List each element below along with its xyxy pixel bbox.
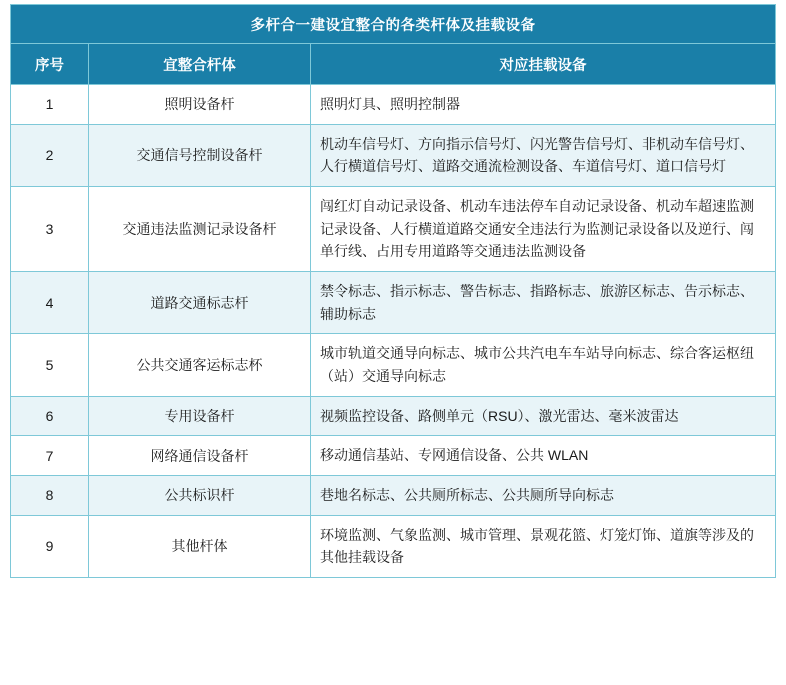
row-index: 1 (11, 85, 89, 125)
row-pole: 照明设备杆 (89, 85, 311, 125)
row-equipment: 照明灯具、照明控制器 (311, 85, 776, 125)
row-pole: 公共交通客运标志杯 (89, 334, 311, 396)
table-row (11, 476, 776, 516)
table-row (11, 334, 776, 396)
row-equipment: 环境监测、气象监测、城市管理、景观花篮、灯笼灯饰、道旗等涉及的其他挂载设备 (311, 515, 776, 577)
row-pole: 交通违法监测记录设备杆 (89, 187, 311, 272)
pole-equipment-table (10, 4, 776, 578)
row-equipment: 移动通信基站、专网通信设备、公共 WLAN (311, 436, 776, 476)
row-equipment: 视频监控设备、路侧单元（RSU）、激光雷达、毫米波雷达 (311, 396, 776, 436)
row-equipment: 机动车信号灯、方向指示信号灯、闪光警告信号灯、非机动车信号灯、人行横道信号灯、道路交通流检测设备、车道信号灯、道口信号灯 (311, 124, 776, 186)
row-pole: 其他杆体 (89, 515, 311, 577)
row-index: 9 (11, 515, 89, 577)
row-equipment: 城市轨道交通导向标志、城市公共汽电车车站导向标志、综合客运枢纽（站）交通导向标志 (311, 334, 776, 396)
row-pole: 道路交通标志杆 (89, 272, 311, 334)
table-title-row (11, 5, 776, 44)
table-row (11, 85, 776, 125)
table-row (11, 272, 776, 334)
row-pole: 专用设备杆 (89, 396, 311, 436)
row-index: 5 (11, 334, 89, 396)
row-index: 7 (11, 436, 89, 476)
table-body (11, 5, 776, 578)
row-index: 6 (11, 396, 89, 436)
table-row (11, 187, 776, 272)
row-pole: 网络通信设备杆 (89, 436, 311, 476)
table-container (10, 4, 776, 578)
row-index: 3 (11, 187, 89, 272)
table-row (11, 436, 776, 476)
table-row (11, 396, 776, 436)
row-index: 4 (11, 272, 89, 334)
table-row (11, 515, 776, 577)
row-equipment: 巷地名标志、公共厕所标志、公共厕所导向标志 (311, 476, 776, 516)
row-pole: 交通信号控制设备杆 (89, 124, 311, 186)
column-header-index: 序号 (11, 44, 89, 85)
column-header-equipment: 对应挂载设备 (311, 44, 776, 85)
row-index: 8 (11, 476, 89, 516)
row-equipment: 闯红灯自动记录设备、机动车违法停车自动记录设备、机动车超速监测记录设备、人行横道道路交通安全违法行为监测记录设备以及逆行、闯单行线、占用专用道路等交通违法监测设备 (311, 187, 776, 272)
row-equipment: 禁令标志、指示标志、警告标志、指路标志、旅游区标志、告示标志、辅助标志 (311, 272, 776, 334)
table-title: 多杆合一建设宜整合的各类杆体及挂载设备 (11, 5, 776, 44)
row-pole: 公共标识杆 (89, 476, 311, 516)
column-header-pole: 宜整合杆体 (89, 44, 311, 85)
table-row (11, 124, 776, 186)
row-index: 2 (11, 124, 89, 186)
table-header-row (11, 44, 776, 85)
